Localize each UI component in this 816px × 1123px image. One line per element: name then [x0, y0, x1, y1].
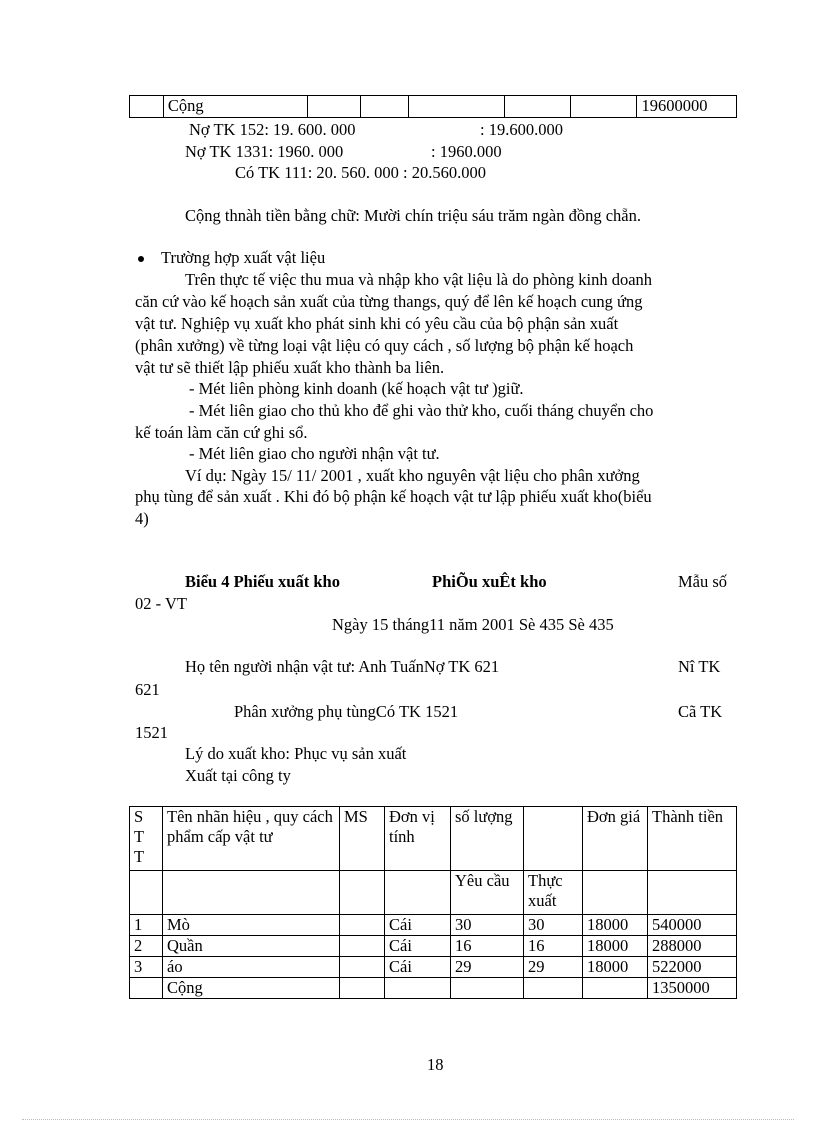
row-name: Quần	[163, 936, 340, 957]
row-actual: 30	[524, 915, 583, 936]
row-stt: 3	[130, 957, 163, 978]
cell	[385, 978, 451, 999]
page-bottom-divider	[22, 1119, 794, 1120]
location-line: Xuất tại công ty	[185, 766, 291, 785]
entry-debit-1331-amount: : 1960.000	[431, 142, 502, 161]
dash-item-1: - Mét liên phòng kinh doanh (kế hoạch vật tư )giữ.	[189, 379, 524, 398]
cell	[340, 871, 385, 915]
entry-debit-152-amount: : 19.600.000	[480, 120, 563, 139]
cell	[385, 871, 451, 915]
example-line: Ví dụ: Ngày 15/ 11/ 2001 , xuất kho nguyên vật liệu cho phân xưởng	[185, 466, 640, 485]
cell	[570, 96, 637, 118]
receiver-debit-cont: 621	[135, 680, 160, 699]
cell	[340, 978, 385, 999]
department-credit-cont: 1521	[135, 723, 168, 742]
table-subheader-row	[130, 871, 737, 915]
department-line: Phân xưởng phụ tùngCó TK 1521	[234, 702, 459, 721]
para-line: (phân xưởng) về từng loại vật liệu có quy cách , số lượng bộ phận kế hoạch	[135, 336, 634, 355]
section-title: Trường hợp xuất vật liệu	[161, 248, 326, 267]
cell	[524, 807, 583, 871]
cell	[130, 871, 163, 915]
row-price: 18000	[583, 936, 648, 957]
total-in-words: Cộng thnàh tiền bằng chữ: Mười chín triệu sáu trăm ngàn đồng chẵn.	[185, 206, 641, 225]
example-line: phụ tùng để sản xuất . Khi đó bộ phận kế hoạch vật tư lập phiếu xuất kho(biểu	[135, 487, 652, 506]
header-price: Đơn giá	[583, 807, 648, 871]
header-ms: MS	[340, 807, 385, 871]
entry-debit-1331: Nợ TK 1331: 1960. 000	[185, 142, 344, 161]
row-price: 18000	[583, 915, 648, 936]
para-line: Trên thực tế việc thu mua và nhập kho vật liệu là do phòng kinh doanh	[185, 270, 653, 289]
row-ms	[340, 957, 385, 978]
cell	[505, 96, 571, 118]
entry-credit-111: Có TK 111: 20. 560. 000 : 20.560.000	[235, 163, 487, 182]
dash-item-3: - Mét liên giao cho người nhận vật tư.	[189, 444, 440, 463]
header-stt: S T T	[130, 807, 163, 871]
header-requested: Yêu cầu	[451, 871, 524, 915]
cell	[583, 978, 648, 999]
row-stt: 1	[130, 915, 163, 936]
total-label: Cộng	[163, 978, 340, 999]
receiver-line: Họ tên người nhận vật tư: Anh TuấnNợ TK 621	[185, 657, 500, 676]
row-ms	[340, 936, 385, 957]
dash-item-2: - Mét liên giao cho thủ kho để ghi vào thử kho, cuối tháng chuyển cho	[189, 401, 654, 420]
reason-line: Lý do xuất kho: Phục vụ sản xuất	[185, 744, 407, 763]
dash-item-2-cont: kế toán làm căn cứ ghi sổ.	[135, 423, 308, 442]
row-ms	[340, 915, 385, 936]
row-actual: 29	[524, 957, 583, 978]
header-name: Tên nhãn hiệu , quy cách phẩm cấp vật tư	[163, 807, 340, 871]
row-unit: Cái	[385, 915, 451, 936]
para-line: vật tư sẽ thiết lập phiếu xuất kho thành ba liên.	[135, 358, 445, 377]
row-name: áo	[163, 957, 340, 978]
department-credit-label: Cã TK	[678, 702, 723, 721]
cell	[524, 978, 583, 999]
header-unit: Đơn vị tính	[385, 807, 451, 871]
row-amount: 540000	[648, 915, 737, 936]
table-row	[130, 957, 737, 978]
row-amount: 522000	[648, 957, 737, 978]
template-code: 02 - VT	[135, 594, 187, 613]
cell	[408, 96, 504, 118]
cell	[583, 871, 648, 915]
bullet-icon	[138, 256, 144, 262]
page-number: 18	[427, 1055, 444, 1074]
header-quantity: số lượng	[451, 807, 524, 871]
row-amount: 288000	[648, 936, 737, 957]
row-unit: Cái	[385, 957, 451, 978]
form-caption: Biểu 4 Phiếu xuất kho	[185, 572, 340, 591]
issue-slip-table	[129, 806, 737, 999]
cell	[130, 978, 163, 999]
row-requested: 29	[451, 957, 524, 978]
table-total-row	[130, 978, 737, 999]
table-row	[130, 915, 737, 936]
cell	[360, 96, 408, 118]
total-value-cell: 19600000	[637, 96, 737, 118]
header-actual: Thực xuất	[524, 871, 583, 915]
para-line: vật tư. Nghiệp vụ xuất kho phát sinh khi có yêu cầu của bộ phận sản xuất	[135, 314, 619, 333]
row-stt: 2	[130, 936, 163, 957]
entry-debit-152: Nợ TK 152: 19. 600. 000	[189, 120, 356, 139]
receiver-debit-label: Nî TK	[678, 657, 721, 676]
row-requested: 16	[451, 936, 524, 957]
form-title: PhiÕu xuÊt kho	[432, 572, 547, 591]
table-row	[130, 936, 737, 957]
template-number-label: Mẫu số	[678, 572, 728, 591]
cell	[308, 96, 360, 118]
top-total-table	[129, 95, 737, 118]
cell	[648, 871, 737, 915]
row-unit: Cái	[385, 936, 451, 957]
table-header-row	[130, 807, 737, 871]
form-date-line: Ngày 15 tháng11 năm 2001 Sè 435 Sè 435	[332, 615, 614, 634]
cell	[130, 96, 164, 118]
header-amount: Thành tiền	[648, 807, 737, 871]
row-actual: 16	[524, 936, 583, 957]
cell	[163, 871, 340, 915]
row-requested: 30	[451, 915, 524, 936]
row-name: Mò	[163, 915, 340, 936]
total-amount: 1350000	[648, 978, 737, 999]
para-line: căn cứ vào kế hoạch sản xuất của từng thangs, quý để lên kế hoạch cung ứng	[135, 292, 643, 311]
total-label-cell: Cộng	[163, 96, 308, 118]
row-price: 18000	[583, 957, 648, 978]
example-line: 4)	[135, 509, 149, 528]
cell	[451, 978, 524, 999]
